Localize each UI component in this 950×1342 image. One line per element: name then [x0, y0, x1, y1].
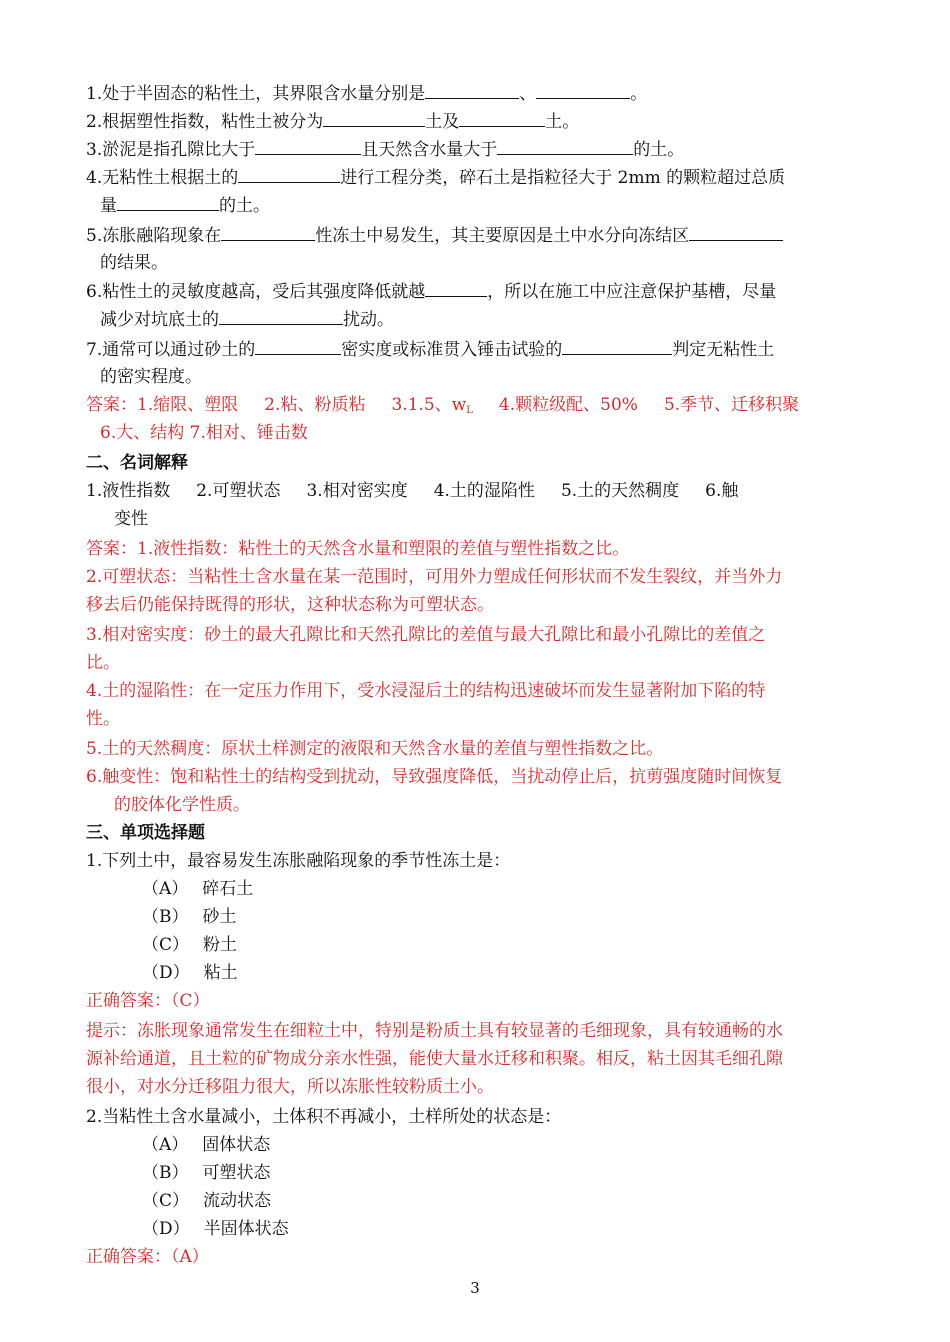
option-text: 半固体状态 [203, 1219, 289, 1239]
answer-blank [425, 80, 519, 99]
fill-question-6 [86, 278, 776, 304]
term-item: 4.土的湿陷性 [433, 481, 535, 501]
question-text: 密实度或标准贯入锤击试验的 [341, 340, 563, 360]
answer-blank [323, 108, 425, 127]
question-text: 进行工程分类，碎石土是指粒径大于 2mm 的颗粒超过总质 [340, 168, 786, 188]
fill-question-4-cont [100, 192, 270, 218]
term-answer-4: 4.土的湿陷性：在一定压力作用下，受水浸湿后土的结构迅速破坏而发生显著附加下陷的特 [86, 681, 766, 701]
answer-text: 5.季节、迁移积聚 [663, 395, 800, 415]
option-text: 流动状态 [203, 1191, 272, 1211]
option-label: （D） [142, 963, 190, 983]
option-label: （A） [142, 1135, 189, 1155]
option-label: （B） [142, 907, 189, 927]
answer-subscript: L [466, 405, 473, 416]
section-heading-choice: 三、单项选择题 [86, 823, 205, 843]
fill-question-5-cont [100, 250, 168, 276]
term-item: 6.触 [705, 481, 739, 501]
option-text: 碎石土 [202, 879, 254, 899]
terms-list [86, 478, 738, 504]
answer-blank [562, 336, 672, 355]
question-text: 扰动。 [343, 310, 394, 330]
correct-answer: 正确答案：（C） [86, 991, 210, 1011]
term-item: 1.液性指数 [86, 481, 171, 501]
term-answer-3: 3.相对密实度：砂土的最大孔隙比和天然孔隙比的差值与最大孔隙比和最小孔隙比的差值之 [86, 625, 766, 645]
option-label: （B） [142, 1163, 189, 1183]
term-answer-6: 6.触变性：饱和粘性土的结构受到扰动，导致强度降低，当扰动停止后，抗剪强度随时间恢复 [86, 767, 783, 787]
option-label: （D） [142, 1219, 190, 1239]
answer-blank [255, 336, 341, 355]
question-text: 。 [630, 84, 648, 104]
answer-blank [221, 222, 315, 241]
choice-option [142, 1132, 270, 1158]
fill-question-4 [86, 164, 785, 190]
page-number: 3 [470, 1279, 480, 1297]
term-item: 3.相对密实度 [306, 481, 408, 501]
answer-blank [425, 278, 487, 297]
answer-blank [238, 164, 340, 183]
question-text: 性冻土中易发生，其主要原因是土中水分向冻结区 [315, 226, 690, 246]
question-text: 判定无粘性土 [672, 340, 775, 360]
option-text: 粘土 [203, 963, 238, 983]
answer-blank [497, 136, 633, 155]
question-text: 6.粘性土的灵敏度越高，受后其强度降低就越 [86, 282, 426, 302]
question-text: 1.处于半固态的粘性土，其界限含水量分别是 [86, 84, 426, 104]
option-text: 可塑状态 [202, 1163, 271, 1183]
answer-text: 4.颗粒级配、50% [498, 395, 638, 415]
option-label: （C） [142, 935, 190, 955]
answer-blank [536, 80, 630, 99]
question-text: 且天然含水量大于 [361, 140, 498, 160]
answer-blank [219, 306, 343, 325]
question-text: 的结果。 [100, 253, 168, 273]
question-text: 的土。 [633, 140, 685, 160]
question-text: 的土。 [219, 196, 270, 216]
option-label: （C） [142, 1191, 190, 1211]
fill-question-1 [86, 80, 647, 106]
terms-list-cont: 变性 [114, 509, 148, 529]
option-label: （A） [142, 879, 189, 899]
choice-option [142, 932, 237, 958]
answer-text: 6.大、结构 7.相对、锤击数 [100, 423, 308, 443]
hint-text: 提示：冻胀现象通常发生在细粒土中，特别是粉质土具有较显著的毛细现象，具有较通畅的水 [86, 1021, 783, 1041]
term-answer-2: 2.可塑状态：当粘性土含水量在某一范围时，可用外力塑成任何形状而不发生裂纹，并当外力 [86, 567, 783, 587]
question-text: 5.冻胀融陷现象在 [86, 226, 222, 246]
question-text: 土。 [545, 112, 580, 132]
correct-answer: 正确答案：（A） [86, 1247, 209, 1267]
question-text: 7.通常可以通过砂土的 [86, 340, 256, 360]
question-text: 减少对坑底土的 [100, 310, 219, 330]
fill-question-5 [86, 222, 783, 248]
term-item: 2.可塑状态 [196, 481, 281, 501]
answer-blank [255, 136, 361, 155]
answer-blank [459, 108, 545, 127]
section-heading-terms: 二、名词解释 [86, 453, 188, 473]
term-answer-3-cont: 比。 [86, 653, 120, 673]
fill-question-6-cont [100, 306, 394, 332]
term-answer-4-cont: 性。 [86, 709, 120, 729]
fill-question-3 [86, 136, 684, 162]
question-text: 量 [100, 196, 117, 216]
question-text: 土及 [425, 112, 460, 132]
choice-option [142, 960, 238, 986]
option-text: 粉土 [203, 935, 238, 955]
choice-question-1: 1.下列土中，最容易发生冻胀融陷现象的季节性冻土是： [86, 851, 511, 871]
fill-answers-cont [100, 420, 308, 446]
question-text: 、 [519, 84, 537, 104]
choice-question-2: 2.当粘性土含水量减小，土体积不再减小，土样所处的状态是： [86, 1107, 562, 1127]
choice-option [142, 1188, 271, 1214]
term-answer-1: 答案：1.液性指数：粘性土的天然含水量和塑限的差值与塑性指数之比。 [86, 539, 630, 559]
fill-answers [86, 392, 799, 418]
fill-question-7-cont [100, 364, 202, 390]
question-text: 3.淤泥是指孔隙比大于 [86, 140, 256, 160]
term-answer-6-cont: 的胶体化学性质。 [114, 795, 250, 815]
hint-text-cont: 源补给通道，且土粒的矿物成分亲水性强，能使大量水迁移和积聚。相反，粘土因其毛细孔隙 [86, 1049, 783, 1069]
hint-text-cont: 很小，对水分迁移阻力很大，所以冻胀性较粉质土小。 [86, 1077, 494, 1097]
choice-option [142, 876, 253, 902]
answer-blank [117, 192, 219, 211]
question-text: ，所以在施工中应注意保护基槽，尽量 [487, 282, 777, 302]
question-text: 4.无粘性土根据土的 [86, 168, 239, 188]
answer-blank [689, 222, 783, 241]
fill-question-2 [86, 108, 579, 134]
answer-text: 答案：1.缩限、塑限 [86, 395, 239, 415]
question-text: 的密实程度。 [100, 367, 202, 387]
term-item: 5.土的天然稠度 [560, 481, 680, 501]
choice-option [142, 1160, 271, 1186]
option-text: 砂土 [202, 907, 237, 927]
question-text: 2.根据塑性指数，粘性土被分为 [86, 112, 324, 132]
option-text: 固体状态 [202, 1135, 271, 1155]
choice-option [142, 904, 237, 930]
term-answer-5: 5.土的天然稠度：原状土样测定的液限和天然含水量的差值与塑性指数之比。 [86, 739, 664, 759]
term-answer-2-cont: 移去后仍能保持既得的形状，这种状态称为可塑状态。 [86, 595, 494, 615]
choice-option [142, 1216, 289, 1242]
fill-question-7 [86, 336, 774, 362]
answer-text: 3.1.5、w [391, 395, 467, 415]
answer-text: 2.粘、粉质粘 [264, 395, 366, 415]
